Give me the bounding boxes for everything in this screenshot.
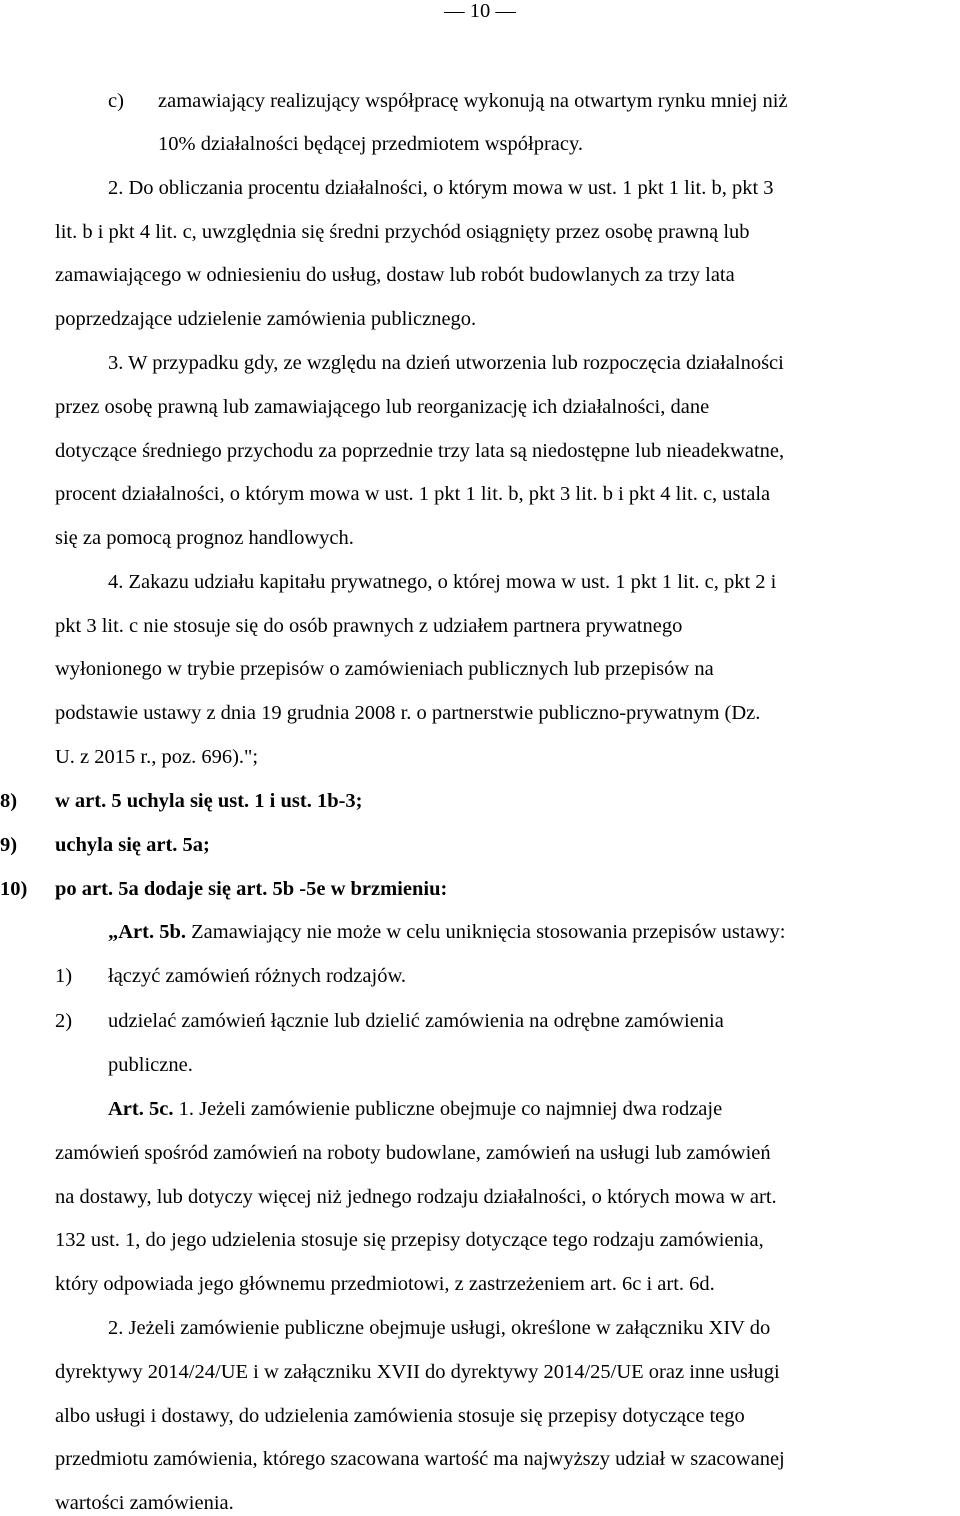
para-2-line: zamawiającego w odniesieniu do usług, dostaw lub robót budowlanych za trzy lata bbox=[55, 264, 735, 286]
art-5b-line bbox=[108, 919, 785, 945]
art-5c-para-2-line: przedmiotu zamówienia, którego szacowana wartość ma najwyższy udział w szacowanej bbox=[55, 1448, 785, 1470]
para-3-line: przez osobę prawną lub zamawiającego lub reorganizację ich działalności, dane bbox=[55, 396, 710, 418]
item-c-line-2: 10% działalności będącej przedmiotem współpracy. bbox=[158, 133, 584, 155]
item-c-line-1: zamawiający realizujący współpracę wykonują na otwartym rynku mniej niż bbox=[158, 90, 788, 112]
point-number: 8) bbox=[0, 790, 18, 812]
art-5c-para-1-line: zamówień spośród zamówień na roboty budowlane, zamówień na usługi lub zamówień bbox=[55, 1142, 771, 1164]
art-5c-para-1-line: który odpowiada jego głównemu przedmiotowi, z zastrzeżeniem art. 6c i art. 6d. bbox=[55, 1273, 715, 1295]
para-3-line: 3. W przypadku gdy, ze względu na dzień utworzenia lub rozpoczęcia działalności bbox=[108, 352, 784, 374]
art-5b-heading: „Art. 5b. bbox=[108, 921, 187, 943]
para-4-line: U. z 2015 r., poz. 696)."; bbox=[55, 746, 259, 768]
point-text: w art. 5 uchyla się ust. 1 i ust. 1b-3; bbox=[55, 790, 363, 812]
para-3-line: się za pomocą prognoz handlowych. bbox=[55, 527, 354, 549]
para-4-line: pkt 3 lit. c nie stosuje się do osób prawnych z udziałem partnera prywatnego bbox=[55, 615, 683, 637]
art-5c-para-1-line: na dostawy, lub dotyczy więcej niż jednego rodzaju działalności, o których mowa w art. bbox=[55, 1186, 777, 1208]
para-4-line: wyłonionego w trybie przepisów o zamówieniach publicznych lub przepisów na bbox=[55, 658, 714, 680]
para-4-line: podstawie ustawy z dnia 19 grudnia 2008 r. o partnerstwie publiczno-prywatnym (Dz. bbox=[55, 702, 761, 724]
art-5c-heading: Art. 5c. bbox=[108, 1098, 174, 1120]
para-3-line: dotyczące średniego przychodu za poprzednie trzy lata są niedostępne lub nieadekwatne, bbox=[55, 440, 785, 462]
art-5c-para-1-line: 1. Jeżeli zamówienie publiczne obejmuje co najmniej dwa rodzaje bbox=[178, 1098, 723, 1120]
art-5c-para-2-line: wartości zamówienia. bbox=[55, 1492, 234, 1514]
art-5b-item-marker: 1) bbox=[55, 965, 73, 987]
para-2-line: lit. b i pkt 4 lit. c, uwzględnia się średni przychód osiągnięty przez osobę prawną lub bbox=[55, 221, 750, 243]
art-5c-para-2-line: albo usługi i dostawy, do udzielenia zamówienia stosuje się przepisy dotyczące tego bbox=[55, 1405, 745, 1427]
para-4-line: 4. Zakazu udziału kapitału prywatnego, o której mowa w ust. 1 pkt 1 lit. c, pkt 2 i bbox=[108, 571, 777, 593]
art-5b-intro: Zamawiający nie może w celu uniknięcia stosowania przepisów ustawy: bbox=[191, 921, 786, 943]
art-5c-para-2-line: dyrektywy 2014/24/UE i w załączniku XVII do dyrektywy 2014/25/UE oraz inne usługi bbox=[55, 1361, 780, 1383]
art-5b-item-marker: 2) bbox=[55, 1010, 73, 1032]
point-text: uchyla się art. 5a; bbox=[55, 834, 210, 856]
page-number: — 10 — bbox=[444, 0, 516, 22]
art-5c-para-2-line: 2. Jeżeli zamówienie publiczne obejmuje usługi, określone w załączniku XIV do bbox=[108, 1317, 771, 1339]
point-text: po art. 5a dodaje się art. 5b -5e w brzmieniu: bbox=[55, 878, 448, 900]
para-3-line: procent działalności, o którym mowa w ust. 1 pkt 1 lit. b, pkt 3 lit. b i pkt 4 lit. c, ustala bbox=[55, 483, 771, 505]
point-number: 9) bbox=[0, 834, 18, 856]
art-5b-item-text: łączyć zamówień różnych rodzajów. bbox=[108, 965, 407, 987]
art-5b-item-text: publiczne. bbox=[108, 1054, 193, 1076]
para-2-line: poprzedzające udzielenie zamówienia publicznego. bbox=[55, 308, 477, 330]
art-5c-para-1-line: 132 ust. 1, do jego udzielenia stosuje się przepisy dotyczące tego rodzaju zamówienia, bbox=[55, 1229, 764, 1251]
para-2-line: 2. Do obliczania procentu działalności, o którym mowa w ust. 1 pkt 1 lit. b, pkt 3 bbox=[108, 177, 774, 199]
point-number: 10) bbox=[0, 878, 28, 900]
item-c-marker: c) bbox=[108, 90, 124, 112]
art-5b-item-text: udzielać zamówień łącznie lub dzielić zamówienia na odrębne zamówienia bbox=[108, 1010, 724, 1032]
art-5c-line bbox=[108, 1096, 722, 1122]
